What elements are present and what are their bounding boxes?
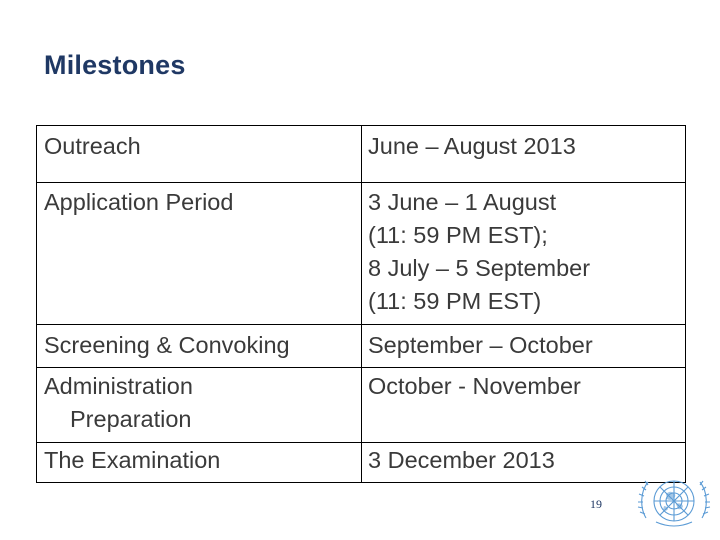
milestone-row-application (37, 186, 685, 325)
date-line: June – August 2013 (368, 133, 576, 159)
milestone-row-screening (37, 329, 685, 363)
event-label: Preparation (70, 406, 192, 432)
slide-title: Milestones (44, 50, 186, 80)
event-label: Screening & Convoking (44, 332, 290, 358)
milestone-dates (362, 370, 685, 442)
date-line: 8 July – 5 September (368, 255, 591, 281)
date-line: 3 June – 1 August (368, 189, 557, 215)
event-label: Outreach (44, 133, 141, 159)
date-line: (11: 59 PM EST); (368, 222, 548, 248)
un-emblem-icon (636, 470, 712, 532)
milestone-dates (362, 186, 685, 324)
page-number: 19 (590, 497, 602, 511)
date-line: (11: 59 PM EST) (368, 288, 542, 314)
milestone-event (37, 370, 362, 442)
milestones-table (36, 125, 686, 483)
event-label: Application Period (44, 189, 234, 215)
date-line: September – October (368, 332, 593, 358)
milestone-event (37, 329, 362, 363)
date-line: 3 December 2013 (368, 447, 555, 473)
event-label: The Examination (44, 447, 221, 473)
milestone-event (37, 444, 362, 480)
milestone-row-outreach (37, 130, 685, 183)
milestone-event (37, 130, 362, 182)
milestone-dates (362, 130, 685, 182)
milestone-dates (362, 329, 685, 363)
milestone-event (37, 186, 362, 324)
date-line: October - November (368, 373, 581, 399)
milestone-row-examination (37, 444, 685, 480)
milestone-row-administration (37, 367, 685, 443)
event-label: Administration (44, 373, 193, 399)
